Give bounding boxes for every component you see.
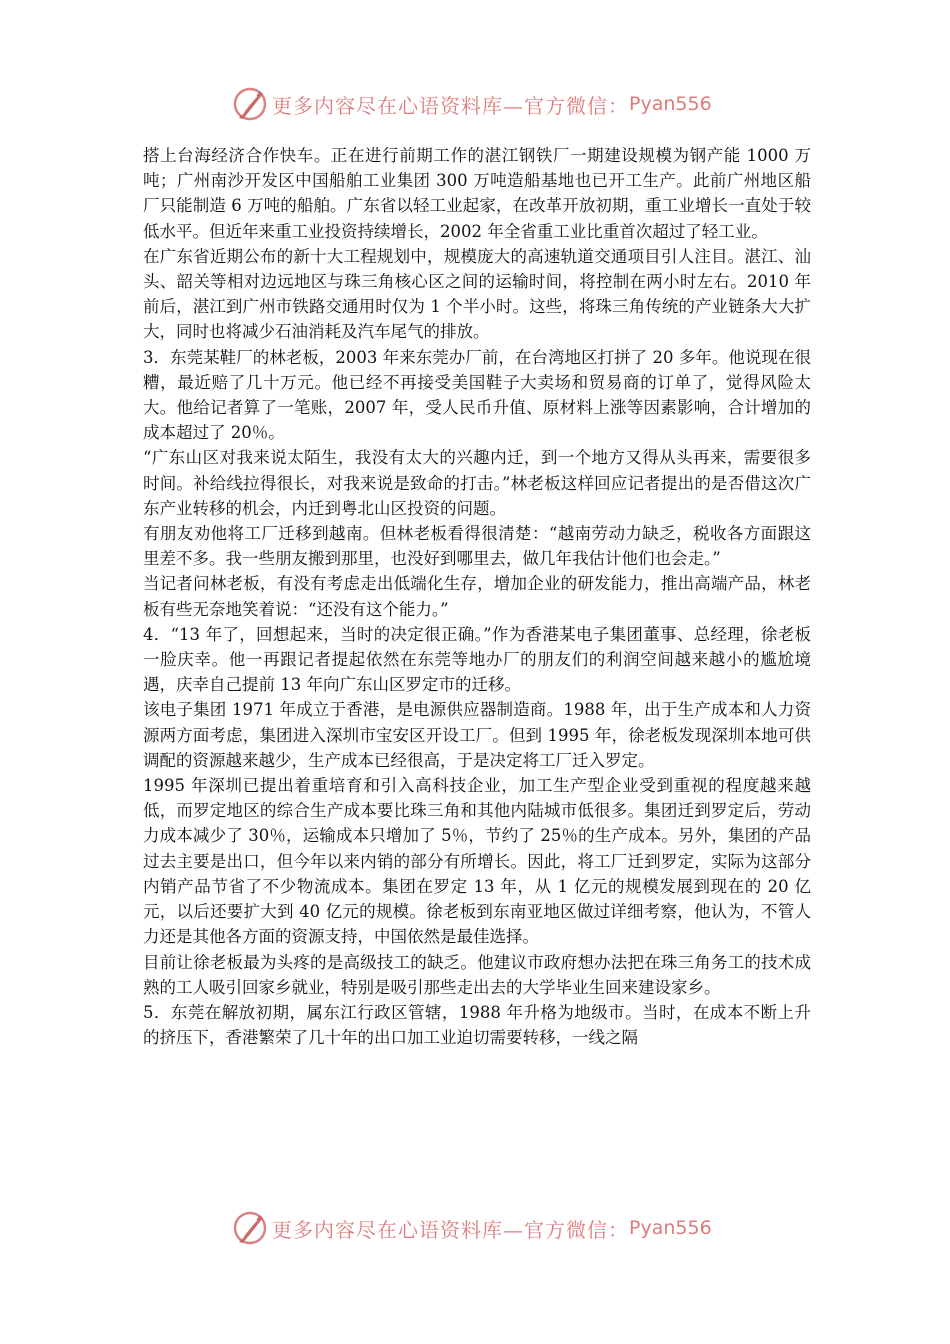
- quill-logo-icon: [230, 84, 270, 124]
- watermark-wechat-id: Pyan556: [629, 1217, 712, 1239]
- quill-logo-icon: [230, 1208, 270, 1248]
- paragraph: 有朋友劝他将工厂迁移到越南。但林老板看得很清楚：“越南劳动力缺乏，税收各方面跟这里差不多。我一些朋友搬到那里，也没好到哪里去，做几年我估计他们也会走。”: [143, 524, 811, 569]
- paragraph: 目前让徐老板最为头疼的是高级技工的缺乏。他建议市政府想办法把在珠三角务工的技术成熟的工人吸引回家乡就业，特别是吸引那些走出去的大学毕业生回来建设家乡。: [143, 952, 811, 997]
- watermark-banner-top: [230, 84, 730, 124]
- paragraph: 搭上台海经济合作快车。正在进行前期工作的湛江钢铁厂一期建设规模为钢产能 1000 万吨；广州南沙开发区中国船舶工业集团 300 万吨造船基地也已开工生产。此前广州地区船厂只能制造 6 万吨的船舶。广东省以轻工业起家，在改革开放初期，重工业增长一直处于较低水平。但近年来重工业投资持续增长，2002 年全省重工业比重首次超过了轻工业。: [143, 146, 811, 241]
- paragraph: 1995 年深圳已提出着重培育和引入高科技企业，加工生产型企业受到重视的程度越来越低，而罗定地区的综合生产成本要比珠三角和其他内陆城市低很多。集团迁到罗定后，劳动力成本减少了 30％，运输成本只增加了 5％，节约了 25％的生产成本。另外，集团的产品过去主要是出口，但今年以来内销的部分有所增长。因此，将工厂迁到罗定，实际为这部分内销产品节省了不少物流成本。集团在罗定 13 年，从 1 亿元的规模发展到现在的 20 亿元，以后还要扩大到 40 亿元的规模。徐老板到东南亚地区做过详细考察，他认为，不管人力还是其他各方面的资源支持，中国依然是最佳选择。: [143, 776, 811, 947]
- paragraph: “广东山区对我来说太陌生，我没有太大的兴趣内迁，到一个地方又得从头再来，需要很多时间。补给线拉得很长，对我来说是致命的打击。”林老板这样回应记者提出的是否借这次广东产业转移的机会，内迁到粤北山区投资的问题。: [143, 448, 811, 518]
- watermark-text: 更多内容尽在心语资料库—官方微信：: [272, 93, 629, 118]
- paragraph: 当记者问林老板，有没有考虑走出低端化生存，增加企业的研发能力，推出高端产品，林老板有些无奈地笑着说：“还没有这个能力。”: [143, 574, 811, 619]
- watermark-text: 更多内容尽在心语资料库—官方微信：: [272, 1217, 629, 1242]
- document-body: [143, 143, 811, 1050]
- paragraph: 3．东莞某鞋厂的林老板，2003 年来东莞办厂前，在台湾地区打拼了 20 多年。他说现在很糟，最近赔了几十万元。他已经不再接受美国鞋子大卖场和贸易商的订单了，觉得风险太大。他给记者算了一笔账，2007 年，受人民币升值、原材料上涨等因素影响，合计增加的成本超过了 20％。: [143, 347, 811, 443]
- watermark-wechat-id: Pyan556: [629, 93, 712, 115]
- watermark-banner-bottom: [230, 1208, 730, 1248]
- paragraph: 该电子集团 1971 年成立于香港，是电源供应器制造商。1988 年，出于生产成本和人力资源两方面考虑，集团进入深圳市宝安区开设工厂。但到 1995 年，徐老板发现深圳本地可供调配的资源越来越少，生产成本已经很高，于是决定将工厂迁入罗定。: [143, 700, 811, 770]
- paragraph: 5．东莞在解放初期，属东江行政区管辖，1988 年升格为地级市。当时，在成本不断上升的挤压下，香港繁荣了几十年的出口加工业迫切需要转移，一线之隔: [143, 1002, 811, 1048]
- paragraph: 在广东省近期公布的新十大工程规划中，规模庞大的高速轨道交通项目引人注目。湛江、汕头、韶关等相对边远地区与珠三角核心区之间的运输时间，将控制在两小时左右。2010 年前后，湛江到广州市铁路交通用时仅为 1 个半小时。这些，将珠三角传统的产业链条大大扩大，同时也将减少石油消耗及汽车尾气的排放。: [143, 246, 811, 342]
- paragraph: 4．“13 年了，回想起来，当时的决定很正确。”作为香港某电子集团董事、总经理，徐老板一脸庆幸。他一再跟记者提起依然在东莞等地办厂的朋友们的利润空间越来越小的尴尬境遇，庆幸自己提前 13 年向广东山区罗定市的迁移。: [143, 624, 811, 695]
